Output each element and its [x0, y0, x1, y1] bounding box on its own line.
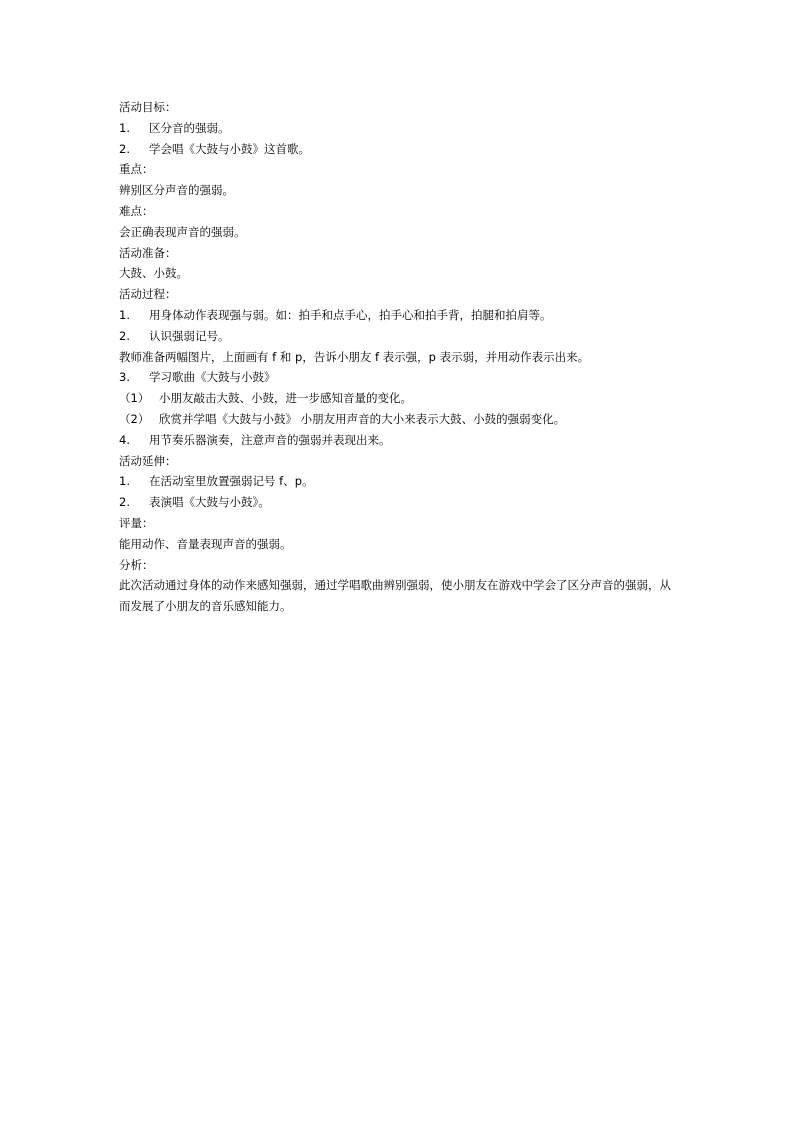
list-item: 2. 学会唱《大鼓与小鼓》这首歌。 [119, 141, 310, 156]
list-item: 1. 在活动室里放置强弱记号 f、p。 [119, 474, 314, 489]
list-item: 1. 用身体动作表现强与弱。如：拍手和点手心，拍手心和拍手背，拍腿和拍肩等。 [119, 307, 552, 322]
section-heading-preparation: 活动准备： [119, 245, 177, 260]
list-item: 2. 认识强弱记号。 [119, 328, 230, 343]
paragraph: 能用动作、音量表现声音的强弱。 [119, 536, 292, 551]
section-heading-process: 活动过程： [119, 287, 177, 302]
section-heading-evaluation: 评量： [119, 515, 154, 530]
list-item: 2. 表演唱《大鼓与小鼓》。 [119, 495, 270, 510]
section-heading-key-point: 重点： [119, 162, 154, 177]
list-item: 1. 区分音的强弱。 [119, 120, 230, 135]
document-body [119, 97, 679, 617]
paragraph: 辨别区分声音的强弱。 [119, 183, 234, 198]
analysis-paragraph: 此次活动通过身体的动作来感知强弱，通过学唱歌曲辨别强弱，使小朋友在游戏中学会了区分声音的强弱，从而发展了小朋友的音乐感知能力。 [119, 578, 671, 614]
paragraph: 大鼓、小鼓。 [119, 266, 188, 281]
paragraph: 教师准备两幅图片，上面画有 f 和 p，告诉小朋友 f 表示强，p 表示弱，并用动作表示出来。 [119, 349, 590, 364]
section-heading-analysis: 分析： [119, 557, 154, 572]
section-heading-goals: 活动目标： [119, 100, 177, 114]
section-heading-extension: 活动延伸： [119, 453, 177, 468]
paragraph: 会正确表现声音的强弱。 [119, 224, 246, 239]
sub-list-item: （2） 欣赏并学唱《大鼓与小鼓》 小朋友用声音的大小来表示大鼓、小鼓的强弱变化。 [119, 411, 566, 426]
list-item: 3. 学习歌曲《大鼓与小鼓》 [119, 370, 276, 385]
list-item: 4. 用节奏乐器演奏，注意声音的强弱并表现出来。 [119, 432, 391, 447]
sub-list-item: （1） 小朋友敲击大鼓、小鼓，进一步感知音量的变化。 [119, 391, 412, 406]
section-heading-difficulty: 难点： [119, 203, 154, 218]
